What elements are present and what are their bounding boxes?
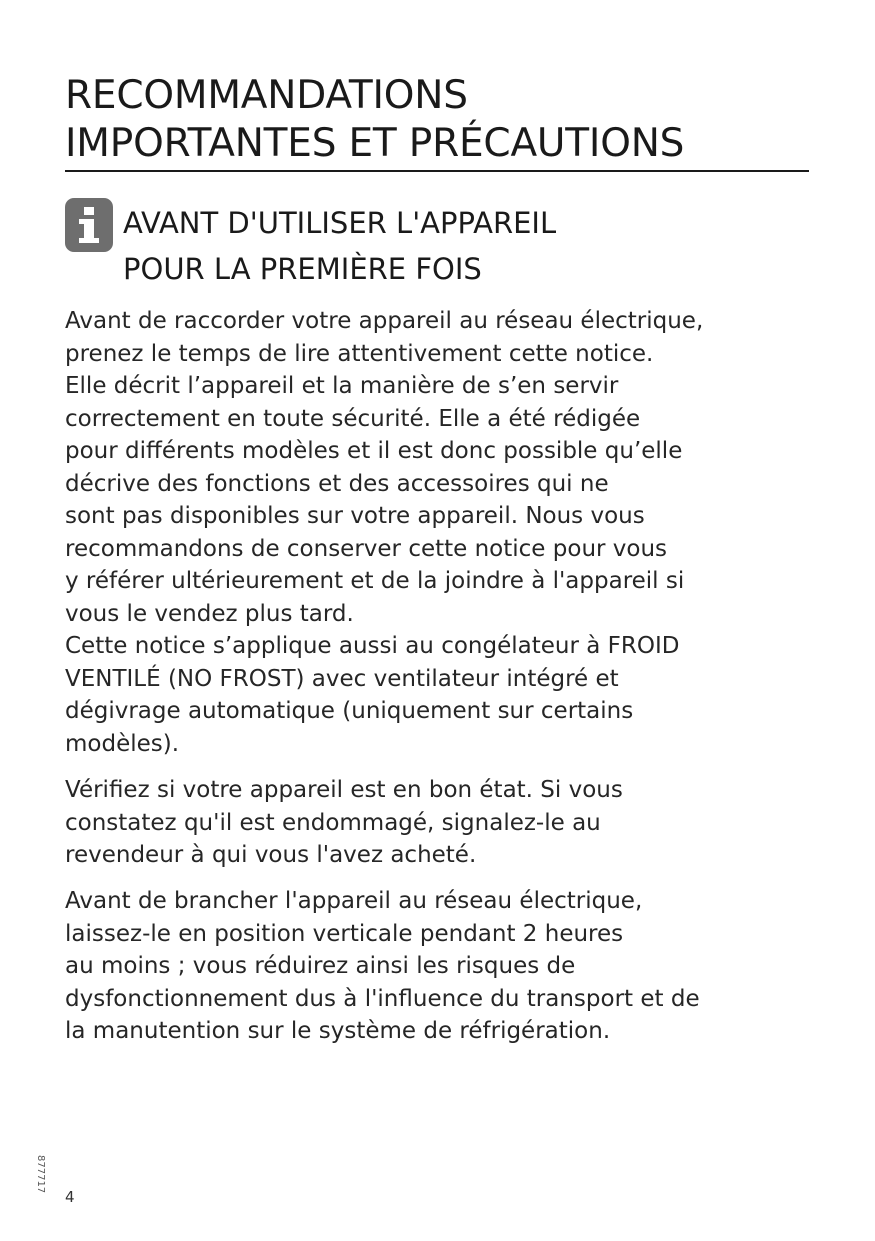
text-line: VENTILÉ (NO FROST) avec ventilateur intégré et <box>65 665 619 692</box>
text-line: la manutention sur le système de réfrigération. <box>65 1018 611 1044</box>
text-line: dégivrage automatique (uniquement sur certains <box>65 698 634 724</box>
section-title-line: AVANT D'UTILISER L'APPAREIL <box>123 206 557 240</box>
text-line: Vérifiez si votre appareil est en bon état. Si vous <box>65 777 623 803</box>
text-line: décrive des fonctions et des accessoires qui ne <box>65 470 609 497</box>
text-line: Avant de raccorder votre appareil au réseau électrique, <box>65 308 704 334</box>
page-title <box>65 72 809 168</box>
paragraph-installation <box>65 885 825 1048</box>
text-line: constatez qu'il est endommagé, signalez-le au <box>65 809 601 836</box>
text-line: laissez-le en position verticale pendant 2 heures <box>65 920 624 947</box>
text-line: vous le vendez plus tard. <box>65 600 354 627</box>
text-line: correctement en toute sécurité. Elle a été rédigée <box>65 405 641 432</box>
info-icon <box>65 198 113 252</box>
text-line: prenez le temps de lire attentivement cette notice. <box>65 340 654 367</box>
paragraph-instructions <box>65 305 825 760</box>
document-code: 877717 <box>35 1155 46 1194</box>
text-line: au moins ; vous réduirez ainsi les risques de <box>65 953 576 979</box>
text-line: modèles). <box>65 730 180 757</box>
title-divider <box>65 170 809 172</box>
section-title <box>123 200 556 292</box>
page-title-line: RECOMMANDATIONS <box>65 73 468 118</box>
text-line: Elle décrit l’appareil et la manière de s’en servir <box>65 373 619 399</box>
page-number: 4 <box>65 1188 75 1206</box>
paragraph-condition-check <box>65 774 825 872</box>
section-title-line: POUR LA PREMIÈRE FOIS <box>123 252 482 286</box>
page-title-line: IMPORTANTES ET PRÉCAUTIONS <box>65 121 685 166</box>
text-line: y référer ultérieurement et de la joindre à l'appareil si <box>65 568 685 594</box>
text-line: dysfonctionnement dus à l'influence du transport et de <box>65 985 700 1012</box>
text-line: Cette notice s’applique aussi au congélateur à FROID <box>65 633 680 659</box>
text-line: revendeur à qui vous l'avez acheté. <box>65 842 477 868</box>
text-line: pour différents modèles et il est donc possible qu’elle <box>65 438 683 464</box>
text-line: Avant de brancher l'appareil au réseau électrique, <box>65 888 643 914</box>
text-line: recommandons de conserver cette notice pour vous <box>65 535 668 562</box>
text-line: sont pas disponibles sur votre appareil. Nous vous <box>65 503 645 529</box>
